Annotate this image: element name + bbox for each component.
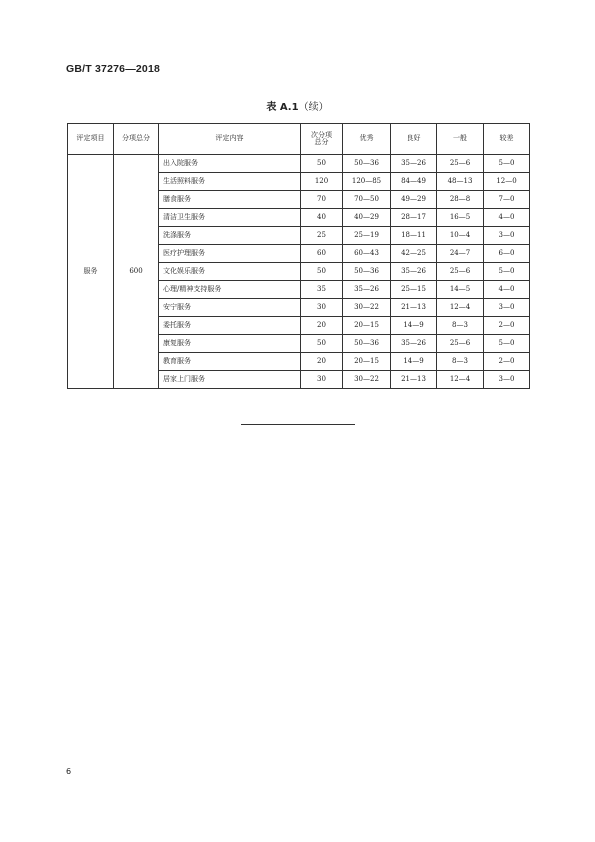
content-cell: 居家上门服务: [159, 371, 301, 389]
good-cell: 84—49: [391, 173, 437, 191]
page-number: 6: [66, 767, 72, 776]
average-cell: 25—6: [437, 263, 484, 281]
content-cell: 出入院服务: [159, 155, 301, 173]
excellent-cell: 120—85: [343, 173, 391, 191]
average-cell: 28—8: [437, 191, 484, 209]
excellent-cell: 60—43: [343, 245, 391, 263]
content-cell: 洗涤服务: [159, 227, 301, 245]
score-cell: 70: [301, 191, 343, 209]
standard-number: GB/T 37276—2018: [66, 63, 161, 75]
score-cell: 50: [301, 263, 343, 281]
average-cell: 10—4: [437, 227, 484, 245]
content-cell: 膳食服务: [159, 191, 301, 209]
excellent-cell: 30—22: [343, 371, 391, 389]
excellent-cell: 50—36: [343, 335, 391, 353]
excellent-cell: 35—26: [343, 281, 391, 299]
header-average: 一般: [437, 124, 484, 155]
average-cell: 12—4: [437, 299, 484, 317]
score-cell: 30: [301, 299, 343, 317]
content-cell: 委托服务: [159, 317, 301, 335]
score-cell: 50: [301, 335, 343, 353]
excellent-cell: 50—36: [343, 155, 391, 173]
poor-cell: 2—0: [484, 353, 530, 371]
header-good: 良好: [391, 124, 437, 155]
content-cell: 清洁卫生服务: [159, 209, 301, 227]
good-cell: 14—9: [391, 317, 437, 335]
average-cell: 14—5: [437, 281, 484, 299]
header-poor: 较差: [484, 124, 530, 155]
content-cell: 文化娱乐服务: [159, 263, 301, 281]
average-cell: 8—3: [437, 317, 484, 335]
poor-cell: 3—0: [484, 299, 530, 317]
content-cell: 医疗护理服务: [159, 245, 301, 263]
good-cell: 35—26: [391, 155, 437, 173]
good-cell: 18—11: [391, 227, 437, 245]
score-cell: 35: [301, 281, 343, 299]
poor-cell: 3—0: [484, 371, 530, 389]
table-title: [0, 98, 595, 113]
header-item: 评定项目: [68, 124, 114, 155]
poor-cell: 7—0: [484, 191, 530, 209]
score-cell: 30: [301, 371, 343, 389]
score-table: [67, 123, 530, 389]
table-body: [68, 155, 530, 389]
group-subtotal-cell: 600: [114, 155, 159, 389]
score-cell: 50: [301, 155, 343, 173]
score-cell: 120: [301, 173, 343, 191]
table-title-label: 表 A.1: [266, 102, 299, 113]
content-cell: 教育服务: [159, 353, 301, 371]
average-cell: 8—3: [437, 353, 484, 371]
header-excellent: 优秀: [343, 124, 391, 155]
content-cell: 生活照料服务: [159, 173, 301, 191]
score-cell: 20: [301, 353, 343, 371]
excellent-cell: 70—50: [343, 191, 391, 209]
end-rule: [241, 424, 355, 425]
average-cell: 24—7: [437, 245, 484, 263]
score-cell: 25: [301, 227, 343, 245]
average-cell: 25—6: [437, 335, 484, 353]
excellent-cell: 30—22: [343, 299, 391, 317]
good-cell: 21—13: [391, 299, 437, 317]
header-content: 评定内容: [159, 124, 301, 155]
good-cell: 28—17: [391, 209, 437, 227]
score-cell: 20: [301, 317, 343, 335]
good-cell: 35—26: [391, 335, 437, 353]
good-cell: 35—26: [391, 263, 437, 281]
poor-cell: 5—0: [484, 263, 530, 281]
table-header-row: [68, 124, 530, 155]
content-cell: 康复服务: [159, 335, 301, 353]
table-title-suffix: （续）: [298, 102, 329, 113]
poor-cell: 4—0: [484, 209, 530, 227]
poor-cell: 4—0: [484, 281, 530, 299]
average-cell: 12—4: [437, 371, 484, 389]
excellent-cell: 25—19: [343, 227, 391, 245]
average-cell: 48—13: [437, 173, 484, 191]
score-cell: 40: [301, 209, 343, 227]
poor-cell: 6—0: [484, 245, 530, 263]
excellent-cell: 20—15: [343, 353, 391, 371]
score-cell: 60: [301, 245, 343, 263]
poor-cell: 12—0: [484, 173, 530, 191]
good-cell: 25—15: [391, 281, 437, 299]
group-item-cell: 服务: [68, 155, 114, 389]
good-cell: 21—13: [391, 371, 437, 389]
table-row: [68, 155, 530, 173]
content-cell: 心理/精神支持服务: [159, 281, 301, 299]
average-cell: 16—5: [437, 209, 484, 227]
good-cell: 42—25: [391, 245, 437, 263]
excellent-cell: 40—29: [343, 209, 391, 227]
header-subtotal: 分项总分: [114, 124, 159, 155]
excellent-cell: 20—15: [343, 317, 391, 335]
content-cell: 安宁服务: [159, 299, 301, 317]
poor-cell: 3—0: [484, 227, 530, 245]
good-cell: 49—29: [391, 191, 437, 209]
poor-cell: 2—0: [484, 317, 530, 335]
header-sub-score: 次分项 总分: [301, 124, 343, 155]
excellent-cell: 50—36: [343, 263, 391, 281]
good-cell: 14—9: [391, 353, 437, 371]
average-cell: 25—6: [437, 155, 484, 173]
poor-cell: 5—0: [484, 335, 530, 353]
poor-cell: 5—0: [484, 155, 530, 173]
